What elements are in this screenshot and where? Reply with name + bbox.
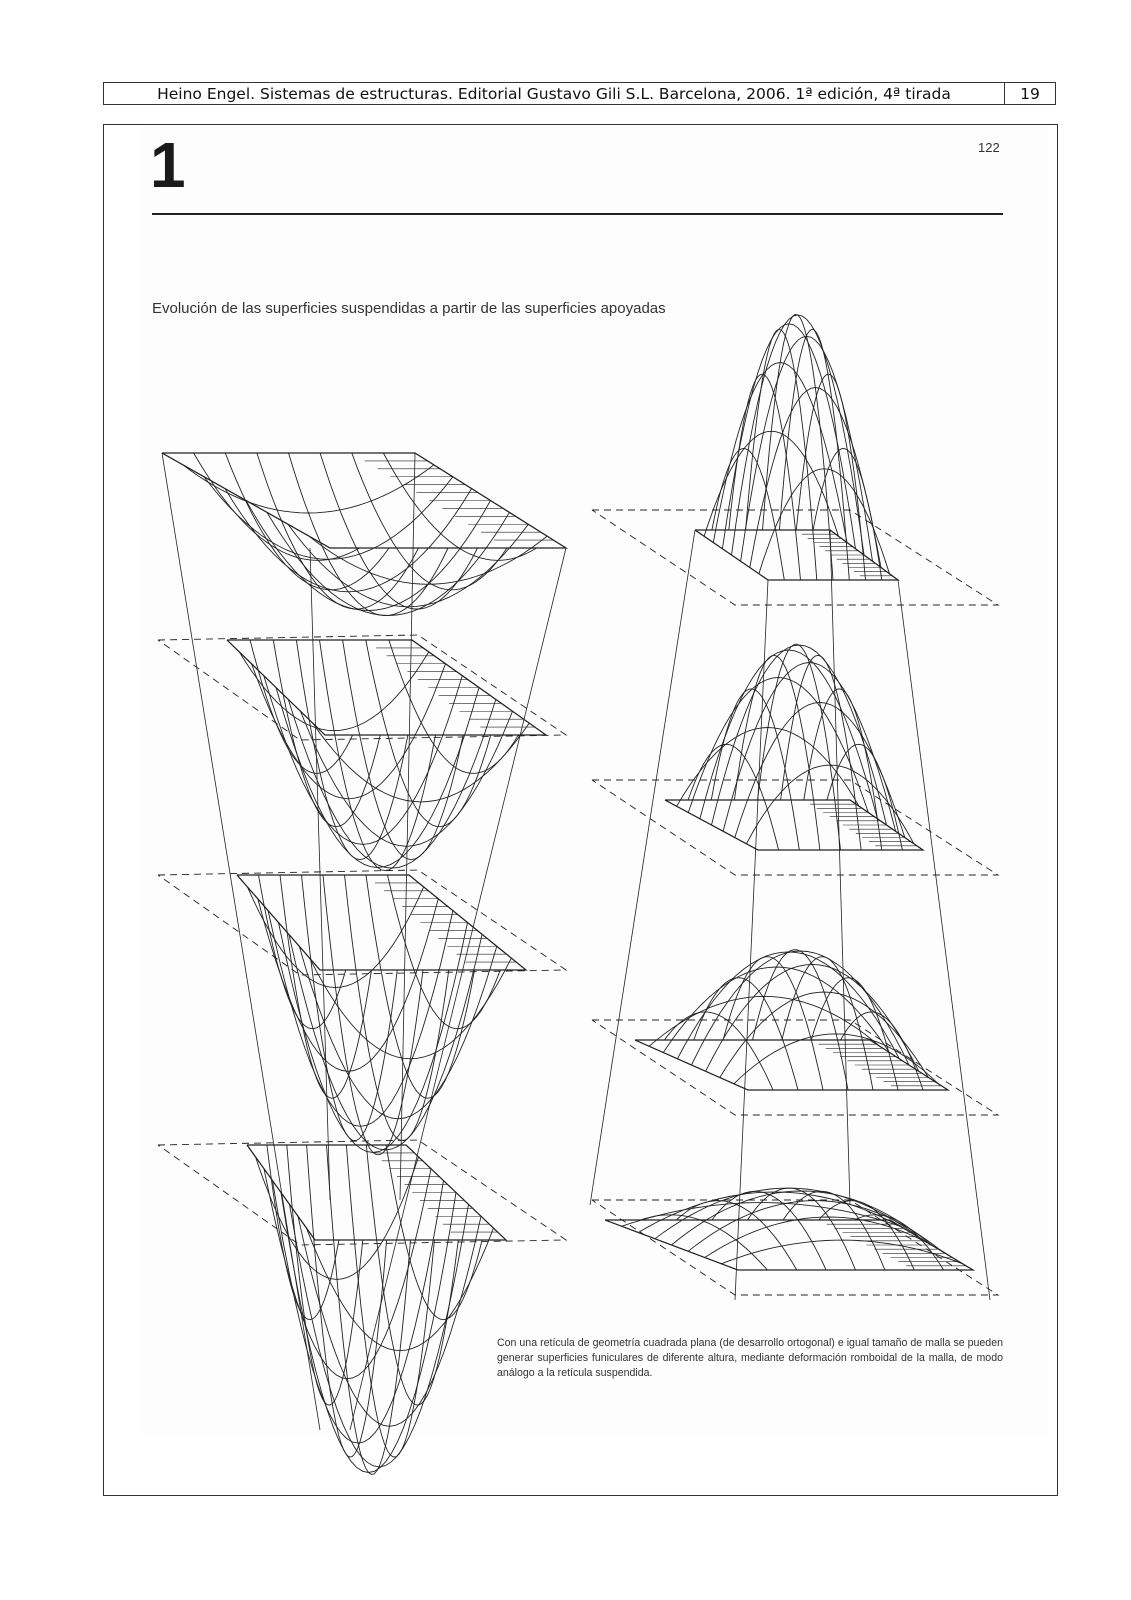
supported-surface-2-mesh-line xyxy=(688,744,779,850)
suspended-surface-4-mesh-line xyxy=(327,1145,411,1474)
suspended-surface-1-rim xyxy=(162,453,566,548)
suspended-surface-2-mesh-line xyxy=(252,664,446,799)
supported-surface-1-mesh-line xyxy=(759,469,890,574)
suspended-surface-1-mesh-line xyxy=(225,489,472,592)
suspended-surface-2-mesh-line xyxy=(250,640,353,773)
header-page-number: 19 xyxy=(1020,84,1040,103)
book-page-number: 122 xyxy=(978,140,1000,155)
supported-surface-1-mesh-line xyxy=(746,329,817,580)
projection-line xyxy=(162,453,320,1430)
supported-surface-4-mesh-line xyxy=(641,1215,768,1270)
support-plane-right-2 xyxy=(592,780,998,875)
supported-surface-2-mesh-line xyxy=(734,655,820,850)
suspended-surface-1-mesh-line xyxy=(194,453,360,560)
header-citation: Heino Engel. Sistemas de estructuras. Editorial Gustavo Gili S.L. Barcelona, 2006. 1ª edición, 4ª tirada xyxy=(104,83,1005,104)
support-plane-left-2 xyxy=(158,635,566,740)
supported-surface-3-mesh-line xyxy=(706,964,919,1071)
suspended-surface-4-mesh-line xyxy=(298,1216,481,1426)
supported-surface-2-mesh-line xyxy=(723,663,896,832)
suspended-surface-4-mesh-line xyxy=(281,1193,456,1473)
supported-surface-4-mesh-line xyxy=(688,1201,942,1252)
supported-surface-2-mesh-line xyxy=(688,678,868,813)
suspended-surface-2-mesh-line xyxy=(366,640,491,827)
supported-surface-2-mesh-line xyxy=(712,645,887,825)
supported-surface-4-mesh-line xyxy=(638,1192,911,1233)
suspended-surface-1-mesh-line xyxy=(183,465,434,513)
supported-surface-3-mesh-line xyxy=(782,957,873,1090)
projection-line xyxy=(830,530,850,1205)
suspended-surface-4-mesh-line xyxy=(366,1145,458,1405)
supported-surface-4-mesh-line xyxy=(783,1191,885,1270)
suspended-surface-1-mesh-line xyxy=(288,524,528,607)
supported-surface-2-mesh-line xyxy=(677,728,860,807)
supported-surface-4-mesh-line xyxy=(622,1203,901,1227)
support-plane-left-4 xyxy=(158,1140,566,1245)
supported-surface-1-mesh-line xyxy=(704,431,838,536)
suspended-surface-3-mesh-line xyxy=(299,946,497,1119)
supported-surface-4-mesh-line xyxy=(748,1188,856,1270)
support-plane-left-3 xyxy=(158,870,566,975)
projection-line xyxy=(590,530,695,1205)
supported-surface-3-mesh-line xyxy=(734,1034,938,1084)
suspended-surface-2-mesh-line xyxy=(389,640,519,773)
projection-line xyxy=(898,580,990,1300)
supported-surface-1-mesh-line xyxy=(722,324,855,549)
projection-line xyxy=(400,453,415,1200)
support-plane-right-3 xyxy=(592,1020,998,1115)
suspended-surface-2-mesh-line xyxy=(264,676,463,845)
suspended-surface-2-mesh-line xyxy=(296,640,408,860)
chapter-number: 1 xyxy=(150,129,186,201)
figure-title: Evolución de las superficies suspendidas a partir de las superficies apoyadas xyxy=(152,300,666,317)
suspended-surface-1-mesh-line xyxy=(289,453,449,616)
suspended-surface-2-mesh-line xyxy=(343,640,464,860)
supported-surface-4-mesh-line xyxy=(705,1217,953,1258)
figure-caption: Con una retícula de geometría cuadrada plana (de desarrollo ortogonal) e igual tamaño de malla se pueden generar superficies funiculares de diferente altura, mediante deformación romboidal de la malla, de modo análogo a la retícula suspendida. xyxy=(497,1337,1003,1379)
suspended-surface-3-mesh-line xyxy=(259,875,346,1029)
projection-line xyxy=(350,548,566,1430)
suspended-surface-3-mesh-line xyxy=(279,923,468,1153)
suspended-surface-4-mesh-line xyxy=(273,1181,444,1444)
suspended-surface-4-mesh-line xyxy=(256,1157,419,1280)
supported-surface-3-mesh-line xyxy=(692,951,910,1065)
suspended-surface-1-mesh-line xyxy=(309,536,547,584)
suspended-surface-1-mesh-line xyxy=(257,453,419,609)
suspended-surface-4-rim xyxy=(247,1145,506,1240)
supported-surface-4-mesh-line xyxy=(721,1240,962,1264)
supported-surface-1-mesh-line xyxy=(729,374,801,580)
